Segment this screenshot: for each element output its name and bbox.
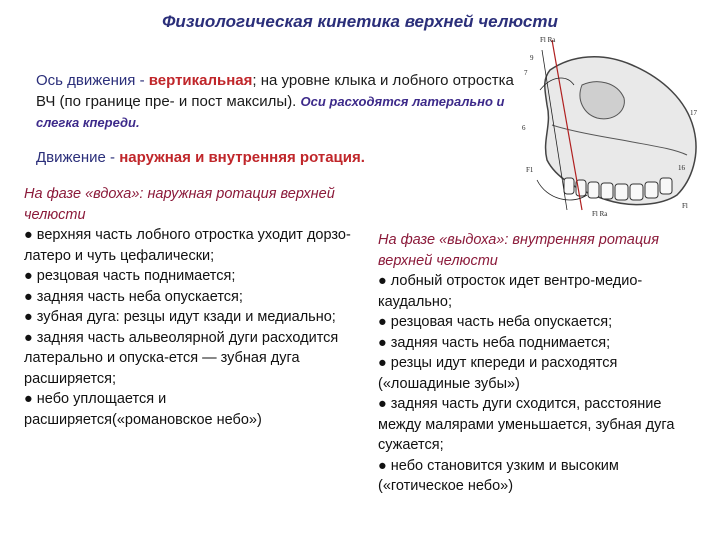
axis-label: Ось движения - [36,72,149,89]
list-item: ● резцовая часть неба опускается; [378,314,613,330]
figure-label: 7 [524,69,528,77]
list-item: ● небо уплощается и расширяется(«романовское небо») [24,391,262,428]
motion-value: наружная и внутренняя ротация. [119,149,365,166]
exhale-list [378,271,708,497]
inhale-list [24,225,354,430]
inhale-phase [24,184,354,430]
motion-label: Движение - [36,149,120,166]
figure-label: 6 [522,124,526,132]
list-item: ● зубная дуга: резцы идут кзади и медиально; [24,309,336,325]
figure-label: Fl Ra [540,36,556,44]
axis-value: вертикальная [148,72,253,89]
figure-label: F1 [526,166,534,174]
list-item: ● резцовая часть поднимается; [24,268,236,284]
exhale-phase [378,230,708,497]
motion-description [36,148,516,168]
axis-description [36,70,526,133]
axis-text: ; на уровне клыка и лобного отростка ВЧ (по границе пре- и пост максилы). [36,72,514,110]
list-item: ● лобный отросток идет вентро-медио-каудально; [378,273,643,310]
figure-label: Fl [682,202,688,210]
list-item: ● небо становится узким и высоким («готическое небо») [378,457,619,494]
axis-note: Оси расходятся латерально и слегка кпереди. [36,94,505,130]
list-item: ● задняя часть альвеолярной дуги расходится латерально и опуска-ется — зубная дуга расширяется; [24,329,339,387]
figure-label: 9 [530,54,534,62]
figure-label: Fl Ra [592,210,608,218]
list-item: ● резцы идут кпереди и расходятся («лошадиные зубы») [378,355,618,392]
figure-label: 16 [678,164,685,172]
figure-label: 17 [690,109,697,117]
inhale-title: На фазе «вдоха»: наружная ротация верхней челюсти [24,186,335,223]
list-item: ● задняя часть дуги сходится, расстояние между малярами уменьшается, зубная дуга сужается; [378,396,675,453]
exhale-title: На фазе «выдоха»: внутренняя ротация верхней челюсти [378,232,659,269]
list-item: ● задняя часть неба поднимается; [378,334,611,351]
list-item: ● верхняя часть лобного отростка уходит дорзо-латеро и чуть цефалически; [24,227,351,264]
list-item: ● задняя часть неба опускается; [24,288,243,305]
slide-title: Физиологическая кинетика верхней челюсти [162,12,558,31]
maxilla-illustration [512,30,712,220]
